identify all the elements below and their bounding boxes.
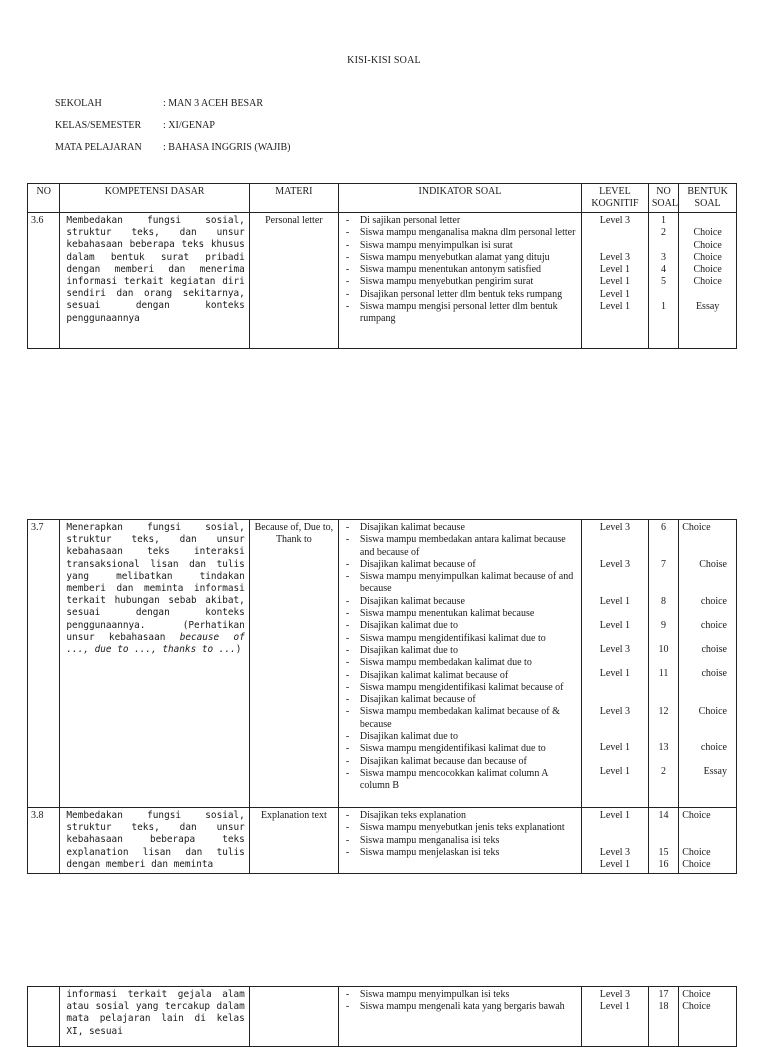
list-item: - Siswa mampu membedakan kalimat due to [342, 657, 578, 669]
list-item: - Siswa mampu menyimpulkan isi teks [342, 989, 578, 1001]
meta-row-subject [55, 142, 291, 164]
list-item: - Disajikan kalimat because of [342, 559, 578, 571]
row-bentuk-soal [679, 808, 737, 874]
meta-value: : MAN 3 ACEH BESAR [163, 98, 264, 109]
nosoal-value: 2 [661, 227, 667, 239]
table-row [28, 987, 737, 1047]
table-row [28, 520, 737, 808]
row-level [582, 213, 649, 349]
nosoal-value: 1 [661, 301, 667, 313]
level-value: Level 3 [599, 522, 631, 533]
list-item: - Siswa mampu mengidentifikasi kalimat because of [342, 682, 578, 694]
nosoal-value: 12 [658, 706, 669, 717]
bentuk-value: Choice [693, 276, 722, 288]
meta-label: KELAS/SEMESTER [55, 120, 142, 131]
list-item: - Disajikan kalimat due to [342, 645, 578, 657]
row-kompetensi-dasar: Menerapkan fungsi sosial, struktur teks, dan unsur kebahasaan teks interaksi transaksional lisan dan tulis yang melibatkan tindakan memberi dan meminta informasi terkait hubungan sebab akibat, sesuai dengan konteks penggunaannya. (Perhatikan unsur kebahasaan because of ..., due to ..., thanks to ...) [60, 520, 249, 808]
kd-italic-note: because of ..., due to ..., thanks to ... [66, 631, 245, 656]
level-value: Level 3 [599, 559, 631, 570]
bentuk-value: choise [701, 668, 727, 679]
nosoal-value: 7 [661, 559, 667, 570]
level-value: Level 1 [599, 810, 631, 821]
nosoal-value: 13 [658, 742, 669, 753]
nosoal-value: 14 [658, 810, 669, 821]
header-materi: MATERI [249, 184, 338, 213]
list-item: - Disajikan kalimat because [342, 596, 578, 608]
level-value: Level 1 [599, 288, 631, 300]
list-item: - Disajikan kalimat due to [342, 620, 578, 632]
level-value: Level 1 [599, 264, 631, 276]
level-value: Level 1 [599, 301, 631, 313]
row-indikator [338, 213, 581, 349]
bentuk-value: Choice [693, 227, 722, 239]
list-item: - Disajikan personal letter dlm bentuk teks rumpang [342, 289, 578, 301]
row-kompetensi-dasar: Membedakan fungsi sosial, struktur teks, dan unsur kebahasaan beberapa teks explanation lisan dan tulis dengan memberi dan meminta [60, 808, 249, 874]
nosoal-value: 10 [658, 644, 669, 655]
list-item: - Siswa mampu menyebutkan alamat yang dituju [342, 252, 578, 264]
level-value: Level 1 [599, 620, 631, 631]
level-value: Level 1 [599, 742, 631, 753]
bentuk-value: choice [700, 742, 727, 753]
list-item: - Disajikan kalimat due to [342, 731, 578, 743]
list-item: - Siswa mampu mengidentifikasi kalimat due to [342, 633, 578, 645]
header-no: NO [28, 184, 60, 213]
level-value: Level 1 [599, 766, 631, 777]
nosoal-value: 17 [658, 989, 669, 1000]
nosoal-value: 9 [661, 620, 667, 631]
row-no-soal [648, 520, 678, 808]
row-materi: Because of, Due to, Thank to [249, 520, 338, 808]
row-bentuk-soal [679, 987, 737, 1047]
row-no-soal [648, 808, 678, 874]
kisi-table-page-1 [27, 183, 737, 349]
nosoal-value: 5 [661, 276, 667, 288]
table-row [28, 213, 737, 349]
nosoal-value: 16 [658, 859, 669, 871]
row-bentuk-soal [679, 213, 737, 349]
indikator-list [342, 810, 578, 859]
header-no-soal: NO SOAL [648, 184, 678, 213]
list-item: - Siswa mampu menentukan antonym satisfied [342, 264, 578, 276]
list-item: - Di sajikan personal letter [342, 215, 578, 227]
bentuk-value: choice [700, 596, 727, 607]
level-value: Level 3 [599, 706, 631, 717]
bentuk-value: Choice [682, 989, 711, 1000]
level-value: Level 3 [599, 644, 631, 655]
bentuk-value: Choise [699, 559, 727, 570]
meta-label: MATA PELAJARAN [55, 142, 142, 153]
indikator-list [342, 215, 578, 326]
list-item: - Siswa mampu menentukan kalimat because [342, 608, 578, 620]
row-no [28, 987, 60, 1047]
bentuk-value: Choice [682, 1001, 711, 1013]
list-item: - Disajikan kalimat kalimat because of [342, 670, 578, 682]
list-item: - Siswa mampu menyimpulkan isi surat [342, 240, 578, 252]
bentuk-value: Choice [693, 239, 722, 251]
bentuk-value: Choice [693, 251, 722, 263]
row-no: 3.8 [28, 808, 60, 874]
row-bentuk-soal [679, 520, 737, 808]
header-indikator: INDIKATOR SOAL [338, 184, 581, 213]
meta-row-school [55, 98, 291, 120]
nosoal-value: 18 [658, 1001, 669, 1013]
level-value: Level 3 [599, 846, 631, 858]
indikator-list [342, 522, 578, 793]
header-bentuk-soal: BENTUK SOAL [679, 184, 737, 213]
nosoal-value: 6 [661, 522, 667, 533]
kisi-table-page-3 [27, 986, 737, 1047]
level-value: Level 3 [599, 989, 631, 1000]
level-value: Level 3 [599, 215, 631, 226]
level-value: Level 3 [599, 251, 631, 263]
list-item: - Siswa mampu menyebutkan jenis teks explanationt [342, 822, 578, 834]
bentuk-value: choice [700, 620, 727, 631]
list-item: - Siswa mampu mengisi personal letter dlm bentuk rumpang [342, 301, 578, 326]
list-item: - Siswa mampu menyebutkan pengirim surat [342, 276, 578, 288]
indikator-list [342, 989, 578, 1014]
list-item: - Siswa mampu menyimpulkan kalimat because of and because [342, 571, 578, 596]
list-item: - Disajikan teks explanation [342, 810, 578, 822]
list-item: - Siswa mampu mengenali kata yang bergaris bawah [342, 1001, 578, 1013]
row-indikator [338, 520, 581, 808]
row-no-soal [648, 213, 678, 349]
meta-label: SEKOLAH [55, 98, 102, 109]
row-level [582, 520, 649, 808]
list-item: - Disajikan kalimat because of [342, 694, 578, 706]
list-item: - Siswa mampu menganalisa makna dlm personal letter [342, 227, 578, 239]
row-materi [249, 987, 338, 1047]
level-value: Level 1 [599, 668, 631, 679]
nosoal-value: 1 [661, 215, 667, 226]
document-meta [55, 98, 291, 164]
row-kompetensi-dasar: Membedakan fungsi sosial, struktur teks, dan unsur kebahasaan beberapa teks khusus dalam bentuk surat pribadi dengan memberi dan menerima informasi terkait kegiatan diri sendiri dan orang sekitarnya, sesuai dengan konteks penggunaannya [60, 213, 249, 349]
bentuk-value: choise [701, 644, 727, 655]
row-level [582, 808, 649, 874]
kisi-table-page-2 [27, 519, 737, 874]
meta-value: : BAHASA INGGRIS (WAJIB) [163, 142, 291, 153]
nosoal-value: 4 [661, 264, 667, 276]
level-value: Level 1 [599, 1001, 631, 1013]
list-item: - Siswa mampu mencocokkan kalimat column A column B [342, 768, 578, 793]
nosoal-value: 3 [661, 251, 667, 263]
nosoal-value: 2 [661, 766, 667, 777]
bentuk-value: Choice [682, 859, 711, 871]
row-materi: Explanation text [249, 808, 338, 874]
header-kompetensi-dasar: KOMPETENSI DASAR [60, 184, 249, 213]
list-item: - Siswa mampu membedakan kalimat because of & because [342, 706, 578, 731]
table-row [28, 808, 737, 874]
meta-value: : XI/GENAP [163, 120, 215, 131]
row-materi: Personal letter [249, 213, 338, 349]
list-item: - Siswa mampu menjelaskan isi teks [342, 847, 578, 859]
row-level [582, 987, 649, 1047]
list-item: - Siswa mampu mengidentifikasi kalimat due to [342, 743, 578, 755]
bentuk-value: Choice [682, 522, 711, 533]
level-value: Level 1 [599, 276, 631, 288]
level-value: Level 1 [599, 859, 631, 871]
row-no: 3.7 [28, 520, 60, 808]
bentuk-value: Choice [698, 706, 727, 717]
nosoal-value: 11 [658, 668, 669, 679]
bentuk-value: Choice [682, 810, 711, 821]
nosoal-value: 15 [658, 846, 669, 858]
bentuk-value: Choice [682, 846, 711, 858]
header-level: LEVEL KOGNITIF [582, 184, 649, 213]
document-title: KISI-KISI SOAL [347, 55, 421, 66]
level-value: Level 1 [599, 596, 631, 607]
bentuk-value: Choice [693, 264, 722, 276]
nosoal-value: 8 [661, 596, 667, 607]
meta-row-class [55, 120, 291, 142]
row-no-soal [648, 987, 678, 1047]
row-kompetensi-dasar: informasi terkait gejala alam atau sosial yang tercakup dalam mata pelajaran lain di kelas XI, sesuai [60, 987, 249, 1047]
list-item: - Siswa mampu membedakan antara kalimat because and because of [342, 534, 578, 559]
list-item: - Disajikan kalimat because [342, 522, 578, 534]
bentuk-value: Essay [695, 301, 720, 313]
table-header-row [28, 184, 737, 213]
list-item: - Siswa mampu menganalisa isi teks [342, 835, 578, 847]
row-indikator [338, 808, 581, 874]
row-indikator [338, 987, 581, 1047]
list-item: - Disajikan kalimat because dan because of [342, 756, 578, 768]
bentuk-value: Essay [703, 766, 727, 777]
row-no: 3.6 [28, 213, 60, 349]
